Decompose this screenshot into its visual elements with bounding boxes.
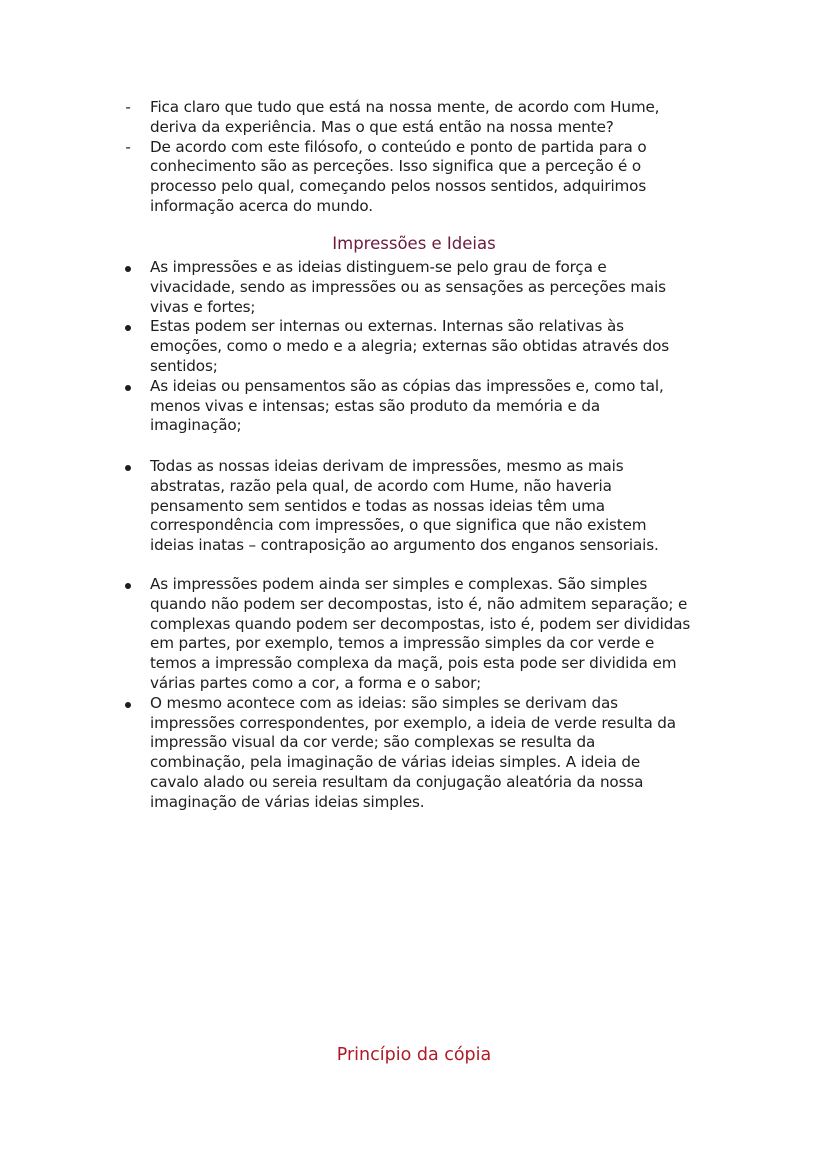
text-line: processo pelo qual, começando pelos nossos sentidos, adquirimos (150, 177, 647, 196)
bullet-dot-icon (125, 266, 131, 272)
text-line: quando não podem ser decompostas, isto é, não admitem separação; e (150, 594, 688, 613)
text-line: várias partes como a cor, a forma e o sabor; (150, 673, 482, 692)
bullet-list-b (0, 457, 828, 556)
text-line: temos a impressão complexa da maçã, pois esta pode ser dividida em (150, 654, 677, 673)
text-line: informação acerca do mundo. (150, 196, 373, 215)
text-line: sentidos; (150, 356, 218, 375)
text-line: combinação, pela imaginação de várias ideias simples. A ideia de (150, 753, 641, 772)
bullet-item (0, 457, 828, 556)
text-line: menos vivas e intensas; estas são produto da memória e da (150, 396, 601, 415)
bullet-item (0, 258, 828, 317)
dash-marker: - (125, 137, 131, 156)
text-line: impressão visual da cor verde; são complexas se resulta da (150, 733, 596, 752)
text-line: complexas quando podem ser decompostas, isto é, podem ser divididas (150, 614, 691, 633)
bullet-dot-icon (125, 702, 131, 708)
text-line: Fica claro que tudo que está na nossa mente, de acordo com Hume, (150, 98, 660, 116)
text-line: Estas podem ser internas ou externas. Internas são relativas às (150, 317, 624, 336)
text-line: As impressões podem ainda ser simples e complexas. São simples (150, 575, 648, 593)
text-line: As impressões e as ideias distinguem-se pelo grau de força e (150, 258, 607, 276)
text-line: correspondência com impressões, o que significa que não existem (150, 516, 647, 535)
bullet-item (0, 317, 828, 376)
intro-list (0, 98, 828, 217)
text-line: ideias inatas – contraposição ao argumento dos enganos sensoriais. (150, 536, 659, 555)
text-line: cavalo alado ou sereia resultam da conjugação aleatória da nossa (150, 772, 644, 791)
bullet-item (0, 694, 828, 813)
footer-heading: Princípio da cópia (336, 1045, 492, 1065)
intro-item (0, 138, 828, 217)
text-line: vivas e fortes; (150, 297, 256, 316)
text-line: emoções, como o medo e a alegria; externas são obtidas através dos (150, 337, 670, 356)
bullet-list-a (0, 258, 828, 436)
text-line: Todas as nossas ideias derivam de impressões, mesmo as mais (150, 457, 624, 475)
text-line: imaginação; (150, 416, 242, 435)
text-line: pensamento sem sentidos e todas as nossas ideias têm uma (150, 496, 605, 515)
intro-item (0, 98, 828, 138)
dash-marker: - (125, 98, 131, 116)
bullet-item (0, 377, 828, 436)
section-heading: Impressões e Ideias (332, 234, 496, 253)
text-line: conhecimento são as perceções. Isso significa que a perceção é o (150, 157, 642, 176)
bullet-list-c (0, 575, 828, 813)
bullet-dot-icon (125, 385, 131, 391)
text-line: As ideias ou pensamentos são as cópias das impressões e, como tal, (150, 376, 664, 395)
bullet-item (0, 575, 828, 694)
text-line: abstratas, razão pela qual, de acordo com Hume, não haveria (150, 476, 612, 495)
bullet-dot-icon (125, 325, 131, 331)
text-line: vivacidade, sendo as impressões ou as sensações as perceções mais (150, 277, 666, 296)
text-line: em partes, por exemplo, temos a impressão simples da cor verde e (150, 634, 655, 653)
bullet-dot-icon (125, 465, 131, 471)
text-line: impressões correspondentes, por exemplo, a ideia de verde resulta da (150, 713, 676, 732)
text-line: deriva da experiência. Mas o que está então na nossa mente? (150, 117, 614, 136)
text-line: O mesmo acontece com as ideias: são simples se derivam das (150, 693, 618, 712)
text-line: De acordo com este filósofo, o conteúdo e ponto de partida para o (150, 137, 647, 156)
text-line: imaginação de várias ideias simples. (150, 792, 425, 811)
bullet-dot-icon (125, 583, 131, 589)
